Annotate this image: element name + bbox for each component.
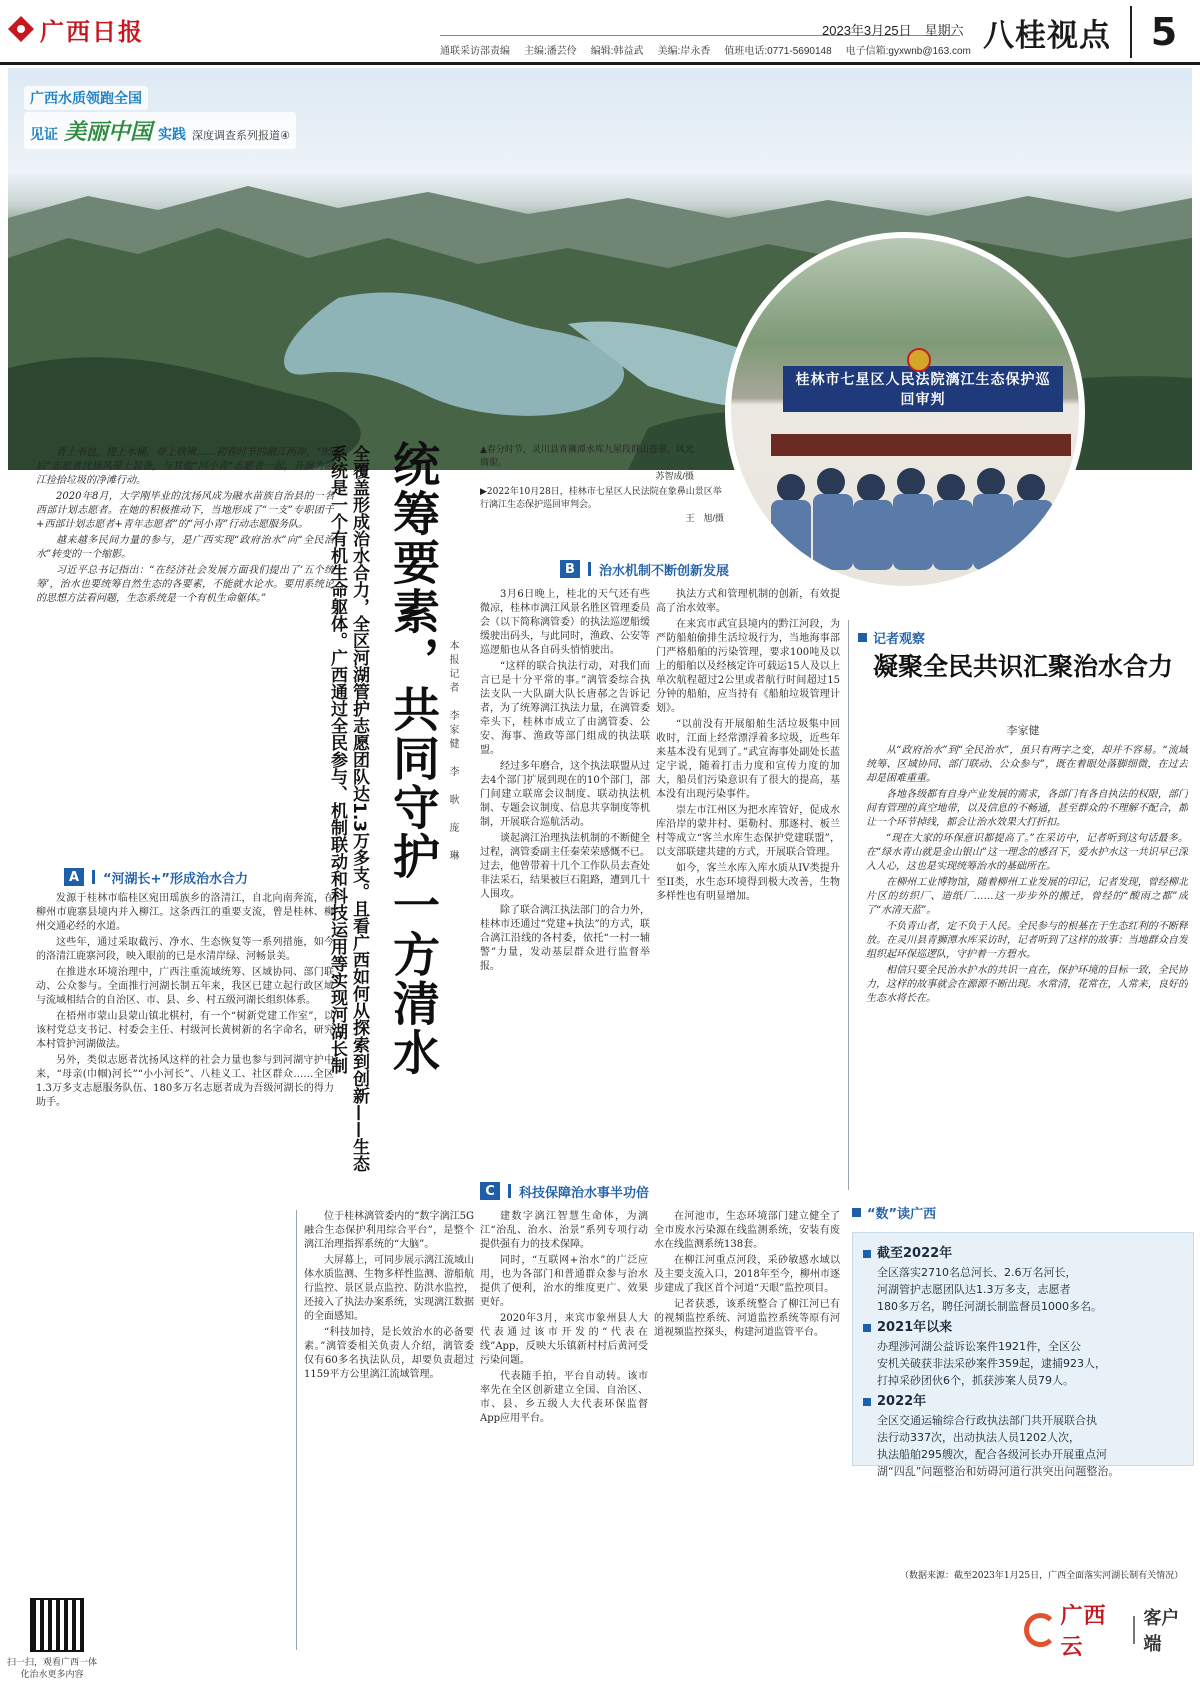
caption-text: ▲春分时节，灵川县青狮潭水库九屋段群山苍翠，风光旖旎。 [480, 445, 694, 468]
commentary-label [858, 628, 925, 647]
stat-line: 全区落实2710名总河长、2.6万名河长， [877, 1266, 1077, 1279]
series-word: 实践 [158, 127, 187, 143]
paragraph: 在柳江河重点河段，采砂敏感水域以及主要支流入口，2018年至今，柳州市逐步建成了我区首个河道“天眼”监控项目。 [654, 1255, 840, 1294]
audience-illustration [731, 238, 1085, 592]
editor-credit: 值班电话:0771-5690148 [724, 46, 832, 57]
section-name: 八桂视点 [983, 17, 1111, 54]
stat-line: 湖“四乱”问题整治和妨碍河道行洪突出问题整治。 [877, 1465, 1120, 1478]
stat-line: 全区交通运输综合行政执法部门共开展联合执 [877, 1414, 1097, 1427]
bullet-icon [863, 1250, 871, 1258]
section-c-heading [480, 1180, 649, 1202]
app-badge[interactable] [1018, 1600, 1194, 1660]
lead-column [36, 446, 334, 856]
logo-mark-icon [8, 16, 34, 42]
paragraph: 在梧州市蒙山县蒙山镇北棋村，有一个“树新党建工作室”，以该村党总支书记、村委会主任、村级河长黄树新的名字命名，研究本村管护河湖做法。 [36, 1011, 334, 1050]
audience-bodies [771, 494, 1053, 570]
section-a-column [36, 892, 334, 1592]
stat-year [863, 1393, 1183, 1410]
section-tag: C [480, 1182, 500, 1200]
paragraph: 2020年3月，来宾市象州县人大代表通过该市开发的“代表在线”App，反映大乐镇新村村后黄河受污染问题。 [480, 1313, 648, 1366]
paragraph: 在柳州工业博物馆，随着柳州工业发展的印记，记者发现，曾经柳北片区的纺织厂、造纸厂……这一步步外的搬迁，曾经的“酸雨之都”成了“水清天蓝”。 [866, 877, 1188, 916]
label-square-icon [852, 1208, 861, 1217]
app-logo-icon [1024, 1613, 1057, 1647]
section-divider [1130, 6, 1132, 58]
section-title: 治水机制不断创新发展 [599, 563, 730, 579]
stats-source: （数据来源：截至2023年1月25日，广西全面落实河湖长制有关情况） [900, 1571, 1184, 1581]
masthead [0, 0, 1200, 66]
paragraph: 在推进水环境治理中，广西注重流域统筹、区域协同、部门联动、公众参与。全面推行河湖长制五年来，我区已建立起行政区域与流域相结合的自治区、市、县、乡、村五级河湖长组织体系。 [36, 967, 334, 1006]
column-rule [296, 1210, 297, 1650]
paragraph: 执法方式和管理机制的创新，有效提高了治水效率。 [656, 589, 840, 614]
byline: 本报记者 李家健 李 耿 庞 琳 [447, 640, 458, 864]
editor-credit: 主编:潘芸伶 [524, 46, 577, 57]
court-banner: 桂林市七星区人民法院漓江生态保护巡回审判 [783, 366, 1063, 412]
paragraph: 这些年，通过采取截污、净水、生态恢复等一系列措施，如今的洛清江鹿寨河段，映入眼前的已是水清岸绿、河畅景美。 [36, 937, 334, 962]
label-square-icon [858, 633, 867, 642]
paragraph: 谈起漓江治理执法机制的不断健全过程，漓管委副主任秦荣荣感慨不已。过去，他曾带着十几个工作队员去查处非法采石，结果被巨石阻路，遭到几十人围攻。 [480, 833, 650, 900]
caption-credit: 王 旭/摄 [685, 513, 724, 523]
section-tag: A [64, 868, 84, 886]
paragraph: 背上书包，提上水桶，带上铁锹……初春时节的融江两岸，“95后”志愿者沈扬风带上装备，与其他“河小青”志愿者一起，开展为融江捡拾垃圾的净滩行动。 [36, 447, 334, 486]
paper-logo [8, 12, 144, 46]
series-line-2 [24, 112, 296, 149]
commentary-column [866, 744, 1188, 1190]
paragraph: 从“政府治水”到“全民治水”，虽只有两字之变，却并不容易。“流域统筹、区域协同、部门联动、公众参与”，既在着眼处落脚细微，在过去却是困难重重。 [866, 745, 1188, 784]
paper-name: 广西日报 [40, 16, 144, 46]
stat-year-text: 2022年 [877, 1394, 927, 1409]
paragraph: 2020年8月，大学刚毕业的沈扬风成为融水苗族自治县的一名西部计划志愿者。在她的积极推动下，当地形成了“一支”专职团干+西部计划志愿者+青年志愿者”的“河小青”行动志愿服务队。 [36, 491, 334, 530]
paragraph: “以前没有开展船舶生活垃圾集中回收时，江面上经常漂浮着多垃圾，近些年来基本没有见到了。”武宣海事处副处长蓝定宇说，随着打击力度和宣传力度的加大，船员们污染意识有了很大的提高，基本没有出现污染事件。 [656, 719, 840, 800]
section-tag: B [560, 560, 580, 578]
paragraph: “这样的联合执法行动，对我们而言已是十分平常的事。”漓管委综合执法支队一大队副大队长唐郝之告诉记者，为了统筹漓江执法力量，在漓管委牵头下，桂林市成立了由漓管委、公安、海事、渔政等部门组成的执法联盟。 [480, 661, 650, 756]
court-photo [725, 232, 1085, 592]
paragraph: 另外，类似志愿者沈扬风这样的社会力量也参与到河湖守护中来，“母亲(巾帼)河长”“小小河长”、八桂义工、社区群众……全区1.3万多支志愿服务队伍、180多万名志愿者成为吾级河湖长的得力助手。 [36, 1055, 334, 1108]
photo-caption-2 [480, 486, 724, 525]
qr-code[interactable] [30, 1598, 84, 1652]
commentary-label-text: 记者观察 [873, 632, 926, 647]
paragraph: 不负青山者，定不负于人民。全民参与的根基在于生态红利的不断释放。在灵川县青狮潭水库采访时，记者听到了这样的故事：当地群众自发组织起环保巡逻队，守护着一方碧水。 [866, 921, 1188, 960]
paragraph: 习近平总书记指出：“在经济社会发展方面我们提出了‘五个统筹’，治水也要统筹自然生态的各要素，不能就水论水。要用系统论的思想方法看问题，生态系统是一个有机生命躯体。” [36, 565, 334, 604]
section-title: 科技保障治水事半功倍 [519, 1185, 650, 1201]
mid-column-1 [304, 1210, 474, 1650]
paragraph: 建数字漓江智慧生命体，为漓江“治乱、治水、治景”系列专项行动提供强有力的技术保障。 [480, 1211, 648, 1250]
headline-deck: 全覆盖形成治水合力，全区河湖管护志愿团队达1.3万多支。且看广西如何从探索到创新——生态系统是一个有机生命躯体。广西通过全民参与、机制联动和科技运用等实现河湖长制 [327, 445, 369, 1173]
bullet-icon [863, 1324, 871, 1332]
section-c-column-1 [480, 1210, 648, 1650]
paragraph: 经过多年磨合，这个执法联盟从过去4个部门扩展到现在的10个部门，部门间建立联席会议制度、联动执法机制、专题会议制度、信息共享制度等机制，开展联合巡航活动。 [480, 761, 650, 828]
stat-year [863, 1245, 1183, 1262]
stat-line: 180多万名，聘任河湖长制监督员1000多名。 [877, 1300, 1102, 1313]
qr-caption: 扫一扫，观看广西一体化治水更多内容 [6, 1657, 97, 1679]
caption-credit: 苏智成/摄 [655, 471, 694, 481]
section-b-heading [560, 558, 729, 580]
commentary-author: 李家健 [1006, 725, 1040, 737]
section-bar [508, 1184, 511, 1198]
caption-text: ▶2022年10月28日，桂林市七星区人民法院在象鼻山景区举行漓江生态保护巡回审判会。 [480, 487, 722, 510]
series-line-1: 广西水质领跑全国 [24, 86, 148, 110]
stat-line: 办理涉河湖公益诉讼案件1921件，全区公 [877, 1340, 1081, 1353]
section-a-heading [64, 866, 248, 888]
paragraph: 同时，“互联网+治水”的广泛应用，也为各部门和普通群众参与治水提供了便利，治水的维度更广、效果更好。 [480, 1255, 648, 1308]
issue-date: 2023年3月25日 星期六 [822, 23, 964, 38]
stats-label-text: “数”读广西 [867, 1207, 937, 1222]
editor-credits [440, 42, 971, 57]
stat-line: 法行动337次，出动执法人员1202人次， [877, 1431, 1080, 1444]
stat-line: 打掉采砂团伙6个，抓获涉案人员79人。 [877, 1374, 1074, 1387]
photo-caption-1 [480, 444, 694, 483]
paragraph: 各地各级都有自身产业发展的需求，各部门有各自执法的权限，部门间有管理的真空地带，以及信息的不畅通，甚至群众的不理解不配合，都让一个环节掉线，都会让治水效果大打折扣。 [866, 789, 1188, 828]
paragraph: 相信只要全民治水护水的共识一直在，保护环境的目标一致，全民协力，这样的故事就会在源源不断出现。水常清，花常在，人常来，良好的生态水将长在。 [866, 965, 1188, 1004]
paragraph: 除了联合漓江执法部门的合力外，桂林市还通过“党建+执法”的方式，联合漓江沿线的各村委，依托“一村一辅警”力量，发动基层群众进行监督举报。 [480, 905, 650, 972]
stat-year-text: 2021年以来 [877, 1320, 953, 1335]
section-b-column-2 [656, 588, 840, 1158]
section-b-column-1 [480, 588, 650, 1158]
section-c-column-2 [654, 1210, 840, 1590]
paragraph: 3月6日晚上，桂北的天气还有些微凉，桂林市漓江风景名胜区管理委员会（以下简称漓管委）的执法巡逻船缓缓驶出码头，与此同时，渔政、公安等巡逻船也从各自码头悄悄驶出。 [480, 589, 650, 656]
series-banner [24, 86, 314, 150]
masthead-rule [0, 62, 1200, 65]
stat-year [863, 1319, 1183, 1336]
commentary-title: 凝聚全民共识汇聚治水合力 [872, 652, 1173, 681]
paragraph: 位于桂林漓管委内的“数字漓江5G融合生态保护利用综合平台”，是整个漓江治理指挥系统的“大脑”。 [304, 1211, 474, 1250]
paragraph: 在来宾市武宣县境内的黔江河段，为严防船舶偷排生活垃圾行为，当地海事部门严格船舶的污染管理，要求100吨及以上的船舶以及经核定许可载运15人及以上单次航程超过2公里或者航行时间超过15分钟的船舶，应当持有《船舶垃圾管理计划》。 [656, 619, 840, 714]
section-bar [588, 562, 591, 576]
paragraph: “现在大家的环保意识都提高了。”在采访中，记者听到这句话最多。在“绿水青山就是金山银山”这一理念的感召下，爱水护水这一共识早已深入人心，这也是实现统筹治水的基础所在。 [866, 833, 1188, 872]
app-name: 广西云 [1060, 1603, 1107, 1660]
section-bar [92, 870, 95, 884]
column-rule [848, 620, 849, 1190]
app-divider [1133, 1616, 1135, 1644]
headline: 统筹要素，共同守护一方清水 [385, 440, 440, 1077]
paragraph: 大屏幕上，可同步展示漓江流域山体水质监测、生物多样性监测、游船航行监控、景区景点监控、防洪水监控，还接入了执法办案系统，实现漓江数据的全面感知。 [304, 1255, 474, 1322]
editor-credit: 编辑:韩益武 [590, 46, 644, 57]
series-label: 深度调查系列报道④ [192, 129, 290, 142]
page-number: 5 [1150, 10, 1178, 54]
stats-label [852, 1203, 936, 1222]
editor-credit: 美编:岸永香 [657, 46, 711, 57]
stat-line: 执法船舶295艘次，配合各级河长办开展重点河 [877, 1448, 1107, 1461]
paragraph: 越来越多民间力量的参与，是广西实现“政府治水”向“全民治水”转变的一个缩影。 [36, 535, 334, 560]
paragraph: 代表随手拍，平台自动转。该市率先在全区创新建立全国、自治区、市、县、乡五级人大代表环保监督App应用平台。 [480, 1371, 648, 1424]
paragraph: 在河池市，生态环境部门建立健全了全市废水污染源在线监测系统，安装有废水在线监测系统138套。 [654, 1211, 840, 1250]
series-slogan: 美丽中国 [64, 119, 153, 145]
stat-year-text: 截至2022年 [877, 1246, 953, 1261]
stat-line: 安机关破获非法采砂案件359起，逮捕923人， [877, 1357, 1106, 1370]
paragraph: 崇左市江州区为把水库管好，促成水库沿岸的蒙井村、渠勒村、那逐村、板兰村等成立“客兰水库生态保护党建联盟”，以支部联建共建的方式，开展联合管理。 [656, 805, 840, 858]
editor-credit: 通联采访部责编 [440, 46, 510, 57]
paragraph: 如今，客兰水库入库水质从IV类提升至II类，水生态环境得到极大改善，生物多样性也有明显增加。 [656, 863, 840, 902]
stat-line: 河湖管护志愿团队达1.3万多支，志愿者 [877, 1283, 1071, 1296]
paragraph: 记者获悉，该系统整合了柳江河已有的视频监控系统、河道监控系统等原有河道视频监控探头，构建河道监管平台。 [654, 1299, 840, 1338]
paragraph: 发源于桂林市临桂区宛田瑶族乡的洛清江，自北向南奔流，在柳州市鹿寨县境内并入柳江。这条西江的重要支流，曾是桂林、柳州交通必经的水道。 [36, 893, 334, 932]
bullet-icon [863, 1398, 871, 1406]
section-title: “河湖长+”形成治水合力 [103, 871, 248, 887]
stats-box [852, 1232, 1194, 1478]
series-word: 见证 [30, 127, 58, 143]
editor-credit: 电子信箱:gyxwnb@163.com [845, 46, 971, 57]
app-kind: 客户端 [1143, 1608, 1180, 1655]
paragraph: “科技加持，是长效治水的必备要素。”漓管委相关负责人介绍，漓管委仅有60多名执法队员，却要负责超过1159平方公里漓江流域管理。 [304, 1327, 474, 1380]
